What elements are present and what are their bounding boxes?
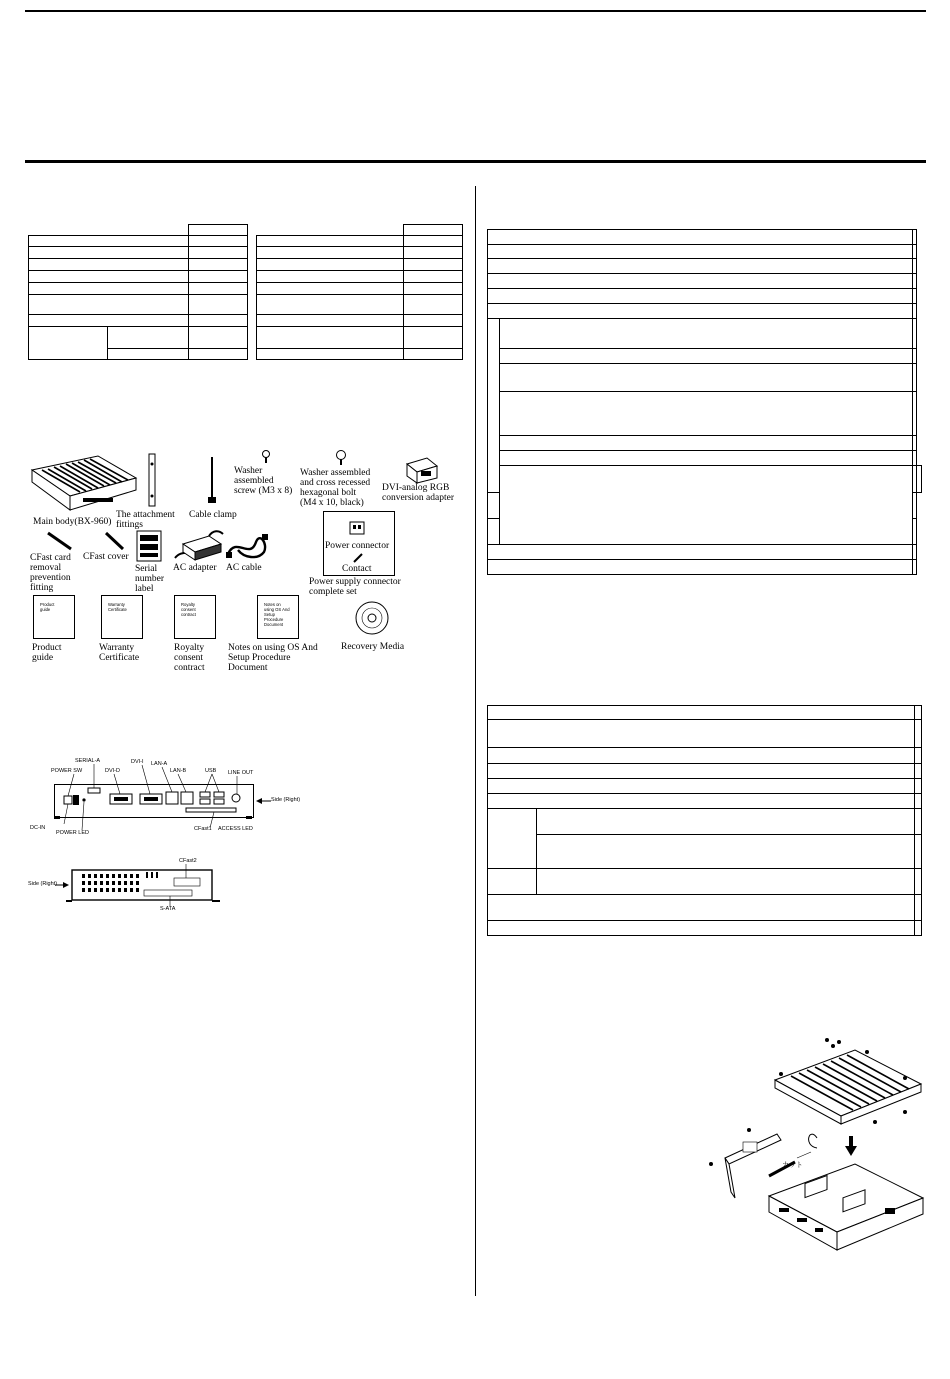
recovery-media-icon <box>354 600 390 636</box>
access-led-label: ACCESS LED <box>218 826 253 832</box>
notes-document: Notes on using OS And Setup Procedure Document <box>257 595 299 639</box>
power-led-label: POWER LED <box>56 830 90 836</box>
header-rule <box>25 160 926 163</box>
serial-label-illustration <box>136 530 162 562</box>
lan-a-label: LAN-A <box>151 761 168 767</box>
serial-a-label: SERIAL-A <box>75 758 101 764</box>
royalty-label: Royalty consent contract <box>174 643 205 673</box>
front-panel-ports <box>54 784 254 829</box>
usb-label: USB <box>205 768 217 774</box>
side-panel-illustration <box>66 866 226 906</box>
power-connector-label: Power connector <box>325 541 390 551</box>
cfast-cover-label: CFast cover <box>83 552 129 562</box>
spec-table-right-b <box>487 705 922 936</box>
dc-in-label: DC-IN <box>30 825 46 831</box>
ac-adapter-label: AC adapter <box>173 563 217 573</box>
attachment-fittings-label: The attachment fittings <box>116 510 175 530</box>
spec-table-left-a <box>28 224 248 360</box>
side-right-arrow-icon-2 <box>55 881 69 889</box>
product-guide-document: Product guide <box>33 595 75 639</box>
cable-clamp-illustration <box>205 455 219 505</box>
washer-bolt-icon <box>334 450 348 466</box>
dvi-adapter-label: DVI-analog RGB conversion adapter <box>382 483 455 503</box>
washer-bolt-label: Washer assembled and cross recessed hexagonal bolt (M4 x 10, black) <box>300 468 371 508</box>
royalty-document: Royalty consent contract <box>174 595 216 639</box>
sata-label: S-ATA <box>160 906 176 912</box>
spec-table-right-a <box>487 229 922 575</box>
notes-label: Notes on using OS And Setup Procedure Document <box>228 643 318 673</box>
power-connector-icon <box>348 518 366 536</box>
contact-icon <box>352 552 364 564</box>
side-right-label-2: Side (Right) <box>28 881 58 887</box>
power-sw-label: POWER SW <box>51 768 83 774</box>
power-set-label: Power supply connector complete set <box>309 577 401 597</box>
warranty-label: Warranty Certificate <box>99 643 140 663</box>
cut-label: カット <box>782 1162 803 1169</box>
serial-label-label: Serial number label <box>135 564 165 594</box>
cfast-fitting-illustration <box>45 530 75 552</box>
main-body-illustration <box>28 452 138 514</box>
lan-b-label: LAN-B <box>170 768 187 774</box>
cfast-cover-illustration <box>103 530 127 552</box>
cfast1-label: CFast1 <box>194 826 212 832</box>
dvi-adapter-illustration <box>403 456 439 484</box>
ac-cable-label: AC cable <box>226 563 262 573</box>
side-right-arrow-icon <box>256 797 272 805</box>
warranty-document: Warranty Certificate <box>101 595 143 639</box>
dvi-d-label: DVI-D <box>105 768 120 774</box>
line-out-label: LINE OUT <box>228 770 254 776</box>
column-divider <box>475 186 476 1296</box>
assembly-exploded-view <box>705 1030 927 1258</box>
product-guide-label: Product guide <box>32 643 62 663</box>
cfast-fitting-label: CFast card removal prevention fitting <box>30 553 71 593</box>
side-right-label: Side (Right) <box>271 797 301 803</box>
spec-table-left-b <box>256 224 463 360</box>
washer-screw-icon <box>260 450 272 464</box>
recovery-media-label: Recovery Media <box>341 642 405 652</box>
attachment-fittings-illustration <box>145 452 159 508</box>
washer-screw-label: Washer assembled screw (M3 x 8) <box>234 466 293 496</box>
cable-clamp-label: Cable clamp <box>189 510 237 520</box>
cfast2-label: CFast2 <box>179 858 197 864</box>
ac-adapter-illustration <box>173 528 225 562</box>
main-body-label: Main body(BX-960) <box>33 517 112 527</box>
contact-label: Contact <box>342 564 372 574</box>
dvi-i-label: DVI-I <box>131 759 144 765</box>
ac-cable-illustration <box>224 530 270 562</box>
top-rule <box>25 10 926 12</box>
